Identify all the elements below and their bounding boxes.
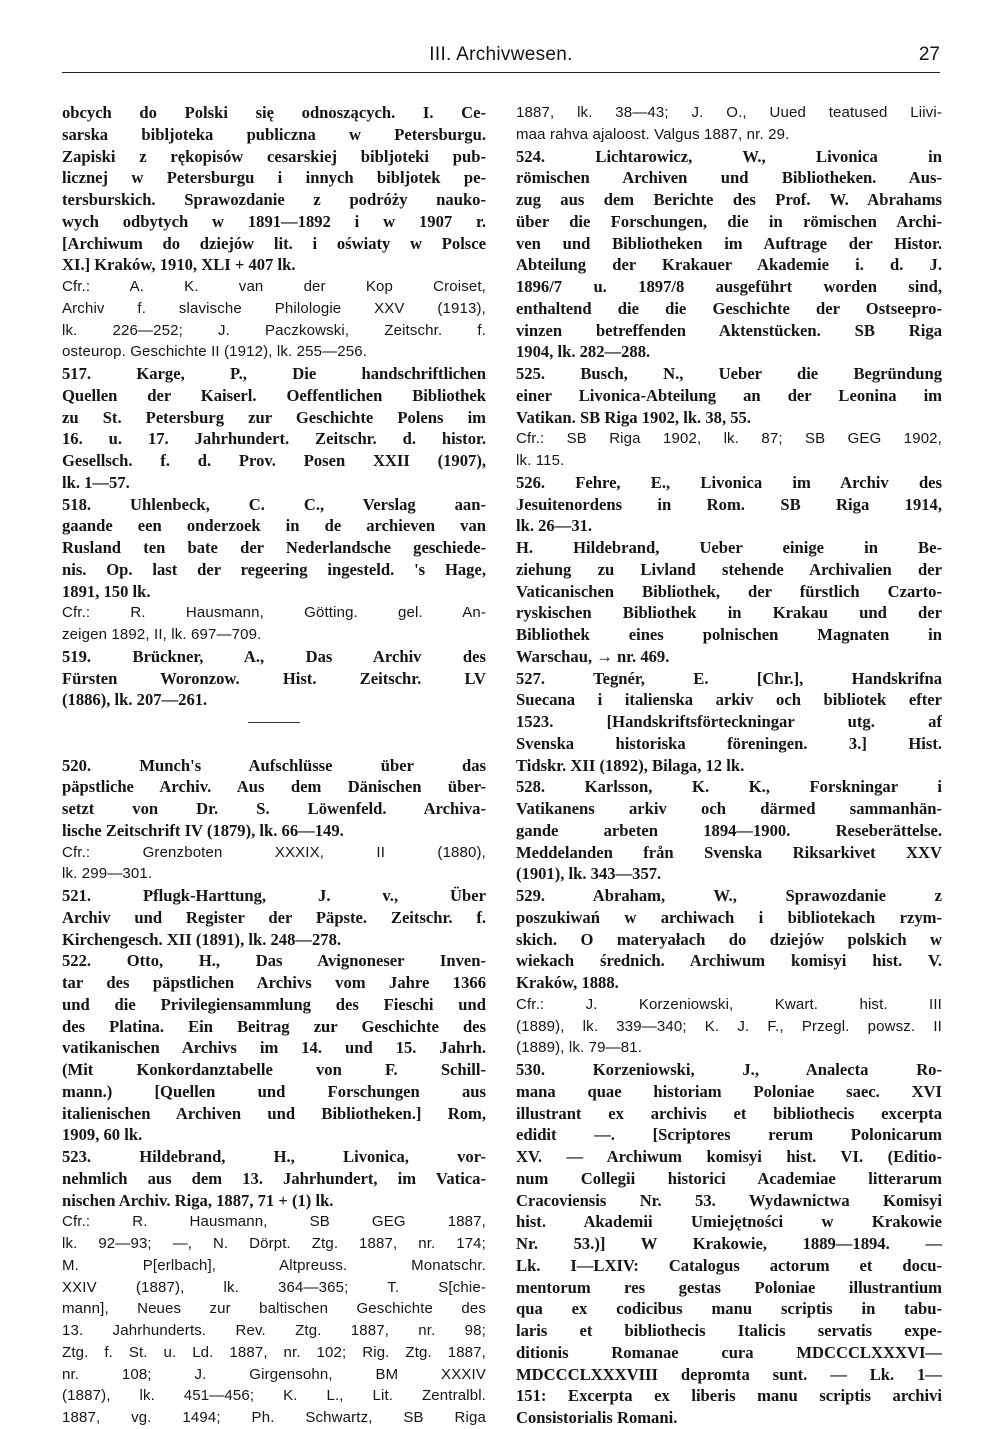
text-line: römischen Archiven und Bibliotheken. Aus- xyxy=(516,168,942,188)
text-line: 1891, 150 lk. xyxy=(62,581,151,601)
text-line: Archiv f. slavische Philologie XXV (1913), xyxy=(62,299,486,317)
text-line: Svenska historiska föreningen. 3.] Hist. xyxy=(516,733,942,753)
text-line: obcych do Polski się odnoszących. I. Ce- xyxy=(62,103,486,122)
text-line: lk. 92—93; —, N. Dörpt. Ztg. 1887, nr. 174; xyxy=(62,1235,486,1252)
text-line: 526. Fehre, E., Livonica im Archiv des xyxy=(516,472,942,492)
text-line: Cfr.: J. Korzeniowski, Kwart. hist. III xyxy=(516,995,942,1013)
text-line: Zapiski z rękopisów cesarskiej bibljoteki pub- xyxy=(62,146,486,166)
page-number: 27 xyxy=(918,44,940,65)
text-line: (1889), lk. 339—340; K. J. F., Przegl. powsz. II xyxy=(516,1017,942,1035)
text-line: tersburskich. Sprawozdanie z podróży nauko- xyxy=(62,190,486,209)
text-line: 529. Abraham, W., Sprawozdanie z xyxy=(516,886,942,905)
text-line: Kirchengesch. XII (1891), lk. 248—278. xyxy=(62,929,342,949)
text-line: 13. Jahrhunderts. Rev. Ztg. 1887, nr. 98; xyxy=(62,1322,486,1339)
text-line: Gesellsch. f. d. Prov. Posen XXII (1907), xyxy=(62,451,486,470)
text-line: Meddelanden från Svenska Riksarkivet XXV xyxy=(516,842,942,862)
text-line: 521. Pflugk-Harttung, J. v., Über xyxy=(62,886,486,905)
text-line: lk. 1—57. xyxy=(62,472,130,492)
text-line: XV. — Archiwum komisyi hist. VI. (Editio- xyxy=(516,1147,942,1166)
text-line: Vatikanens arkiv och därmed sammanhän- xyxy=(516,799,942,818)
text-line: Jesuitenordens in Rom. SB Riga 1914, xyxy=(516,494,942,514)
text-line: mann.) [Quellen und Forschungen aus xyxy=(62,1081,486,1101)
text-line: italienischen Archiven und Bibliotheken.] Rom, xyxy=(62,1103,486,1123)
text-line: H. Hildebrand, Ueber einige in Be- xyxy=(516,538,942,557)
text-line: lische Zeitschrift IV (1879), lk. 66—149. xyxy=(62,820,344,840)
text-line: setzt von Dr. S. Löwenfeld. Archiva- xyxy=(62,799,486,818)
text-line: hist. Akademii Umiejętności w Krakowie xyxy=(516,1212,942,1232)
running-title: III. Archivwesen. xyxy=(429,44,573,65)
text-line: zu St. Petersburg zur Geschichte Polens im xyxy=(62,407,486,427)
text-line: 523. Hildebrand, H., Livonica, vor- xyxy=(62,1147,486,1166)
text-line: mann], Neues zur baltischen Geschichte des xyxy=(62,1300,486,1318)
text-line: 1887, vg. 1494; Ph. Schwartz, SB Riga xyxy=(62,1409,486,1426)
text-line: lk. 299—301. xyxy=(62,865,153,883)
text-line: 527. Tegnér, E. [Chr.], Handskrifna xyxy=(516,668,942,688)
text-line: Bibliothek eines polnischen Magnaten in xyxy=(516,625,942,644)
text-line: ziehung zu Livland stehende Archivalien der xyxy=(516,559,942,579)
text-line: maa rahva ajaloost. Valgus 1887, nr. 29. xyxy=(516,125,790,143)
text-line: 1887, lk. 38—43; J. O., Uued teatused Liivi- xyxy=(516,104,942,121)
text-line: 16. u. 17. Jahrhundert. Zeitschr. d. histor. xyxy=(62,429,486,449)
text-line: Ztg. f. St. u. Ld. 1887, nr. 102; Rig. Ztg. 1887, xyxy=(62,1343,486,1361)
text-line: und die Privilegiensammlung des Fieschi und xyxy=(62,994,486,1014)
text-line: osteurop. Geschichte II (1912), lk. 255—256. xyxy=(62,343,368,361)
left-column xyxy=(62,102,486,1429)
text-line: nehmlich aus dem 13. Jahrhundert, im Vatica- xyxy=(62,1168,486,1188)
text-line: Cfr.: Grenzboten XXXIX, II (1880), xyxy=(62,843,486,861)
text-line: Quellen der Kaiserl. Oeffentlichen Bibliothek xyxy=(62,385,486,405)
text-line: über die Forschungen, die in römischen Archi- xyxy=(516,211,942,231)
text-line: skich. O materyałach do dziejów polskich w xyxy=(516,929,942,949)
text-line: nis. Op. last der regeering ingesteld. 's Hage, xyxy=(62,559,486,579)
text-line: ditionis Romanae cura MDCCCLXXXVI— xyxy=(516,1342,942,1362)
section-divider xyxy=(62,711,486,733)
text-line: nr. 108; J. Girgensohn, BM XXXIV xyxy=(62,1365,486,1383)
text-line: licznej w Petersburgu i innych bibljotek pe- xyxy=(62,168,486,188)
text-line: poszukiwań w archiwach i bibliotekach rzym- xyxy=(516,907,942,927)
text-line: (Mit Konkordanztabelle von F. Schill- xyxy=(62,1060,486,1079)
text-line: gande arbeten 1894—1900. Reseberättelse. xyxy=(516,820,942,840)
text-line: 528. Karlsson, K. K., Forskningar i xyxy=(516,777,942,797)
text-line: Lk. I—LXIV: Catalogus actorum et docu- xyxy=(516,1255,942,1275)
text-line: num Collegii historici Academiae litterarum xyxy=(516,1168,942,1188)
text-line: illustrant ex archivis et bibliothecis excerpta xyxy=(516,1103,942,1123)
text-line: MDCCCLXXXVIII depromta sunt. — Lk. 1— xyxy=(516,1364,942,1384)
text-line: [Archiwum do dziejów lit. i oświaty w Polsce xyxy=(62,233,486,253)
text-line: sarska bibljoteka publiczna w Petersburgu. xyxy=(62,124,486,144)
text-line: Cfr.: SB Riga 1902, lk. 87; SB GEG 1902, xyxy=(516,430,942,448)
text-line xyxy=(62,733,486,755)
text-line: Tidskr. XII (1892), Bilaga, 12 lk. xyxy=(516,755,745,775)
page-header xyxy=(62,40,940,73)
text-line: qua ex codicibus manu scriptis in tabu- xyxy=(516,1299,942,1319)
text-line: mentorum res gestas Poloniae illustrantium xyxy=(516,1277,942,1297)
text-line: M. P[erlbach], Altpreuss. Monatschr. xyxy=(62,1256,486,1274)
text-line: (1901), lk. 343—357. xyxy=(516,864,662,884)
text-line: vatikanischen Archivs im 14. und 15. Jahrh. xyxy=(62,1038,486,1058)
text-line: (1886), lk. 207—261. xyxy=(62,690,208,710)
text-line: ryskischen Bibliothek in Krakau und der xyxy=(516,603,942,623)
text-line: lk. 115. xyxy=(516,452,565,469)
text-line: Cfr.: R. Hausmann, Götting. gel. An- xyxy=(62,604,486,622)
text-line: enthaltend die die Geschichte der Ostseepro- xyxy=(516,298,942,318)
text-line: 522. Otto, H., Das Avignoneser Inven- xyxy=(62,951,486,971)
text-line: 518. Uhlenbeck, C. C., Verslag aan- xyxy=(62,494,486,514)
text-line: 530. Korzeniowski, J., Analecta Ro- xyxy=(516,1060,942,1079)
text-line: zeigen 1892, II, lk. 697—709. xyxy=(62,626,262,643)
text-line: Nr. 53.)] W Krakowie, 1889—1894. — xyxy=(516,1234,942,1253)
text-line: Archiv und Register der Päpste. Zeitschr. f. xyxy=(62,907,486,927)
text-line: 524. Lichtarowicz, W., Livonica in xyxy=(516,146,942,166)
text-line: Suecana i italienska arkiv och bibliotek efter xyxy=(516,690,942,710)
text-line: Fürsten Woronzow. Hist. Zeitschr. LV xyxy=(62,668,486,688)
text-line: edidit —. [Scriptores rerum Polonicarum xyxy=(516,1125,942,1145)
text-line: zug aus dem Berichte des Prof. W. Abrahams xyxy=(516,190,942,209)
text-line: 519. Brückner, A., Das Archiv des xyxy=(62,646,486,666)
text-line: 1909, 60 lk. xyxy=(62,1125,143,1145)
text-line: Cfr.: R. Hausmann, SB GEG 1887, xyxy=(62,1213,486,1231)
right-column xyxy=(516,102,942,1429)
text-line: 151: Excerpta ex liberis manu scriptis archivi xyxy=(516,1386,942,1406)
text-line: Cracoviensis Nr. 53. Wydawnictwa Komisyi xyxy=(516,1190,942,1210)
text-line: 1904, lk. 282—288. xyxy=(516,342,651,362)
text-line: Abteilung der Krakauer Akademie i. d. J. xyxy=(516,255,942,275)
text-line: Consistorialis Romani. xyxy=(516,1408,678,1427)
text-line: Vatikan. SB Riga 1902, lk. 38, 55. xyxy=(516,407,751,427)
text-line: Cfr.: A. K. van der Kop Croiset, xyxy=(62,278,486,295)
text-line: wiekach średnich. Archiwum komisyi hist. V. xyxy=(516,951,942,971)
text-line: einer Livonica-Abteilung an der Leonina im xyxy=(516,385,942,405)
text-line: Rusland ten bate der Nederlandsche geschiede- xyxy=(62,538,486,557)
text-line: XI.] Kraków, 1910, XLI + 407 lk. xyxy=(62,255,296,275)
text-line: lk. 226—252; J. Paczkowski, Zeitschr. f. xyxy=(62,321,486,339)
text-line: (1889), lk. 79—81. xyxy=(516,1039,643,1057)
text-line: Vaticanischen Bibliothek, der fürstlich Czarto- xyxy=(516,581,942,601)
text-line: (1887), lk. 451—456; K. L., Lit. Zentralbl. xyxy=(62,1387,486,1405)
text-line: gaande een onderzoek in de archieven van xyxy=(62,516,486,536)
text-line: vinzen betreffenden Aktenstücken. SB Riga xyxy=(516,320,942,340)
text-line: Kraków, 1888. xyxy=(516,973,619,992)
text-line: wych odbytych w 1891—1892 i w 1907 r. xyxy=(62,211,486,231)
text-line: Warschau, → nr. 469. xyxy=(516,646,670,666)
text-line: tar des päpstlichen Archivs vom Jahre 1366 xyxy=(62,973,486,992)
text-line: 517. Karge, P., Die handschriftlichen xyxy=(62,364,486,383)
text-line: 525. Busch, N., Ueber die Begründung xyxy=(516,364,942,383)
text-line: XXIV (1887), lk. 364—365; T. S[chie- xyxy=(62,1278,486,1296)
text-line: 520. Munch's Aufschlüsse über das xyxy=(62,755,486,775)
text-line: päpstliche Archiv. Aus dem Dänischen über- xyxy=(62,777,486,797)
text-line: 1896/7 u. 1897/8 ausgeführt worden sind, xyxy=(516,277,942,296)
text-line: lk. 26—31. xyxy=(516,516,593,536)
text-line: 1523. [Handskriftsförteckningar utg. af xyxy=(516,712,942,731)
text-line: des Platina. Ein Beitrag zur Geschichte des xyxy=(62,1016,486,1036)
text-line: mana quae historiam Poloniae saec. XVI xyxy=(516,1081,942,1101)
text-line: laris et bibliothecis Italicis servatis expe- xyxy=(516,1321,942,1340)
text-line: nischen Archiv. Riga, 1887, 71 + (1) lk. xyxy=(62,1190,334,1210)
text-line: ven und Bibliotheken im Auftrage der Histor. xyxy=(516,233,942,253)
